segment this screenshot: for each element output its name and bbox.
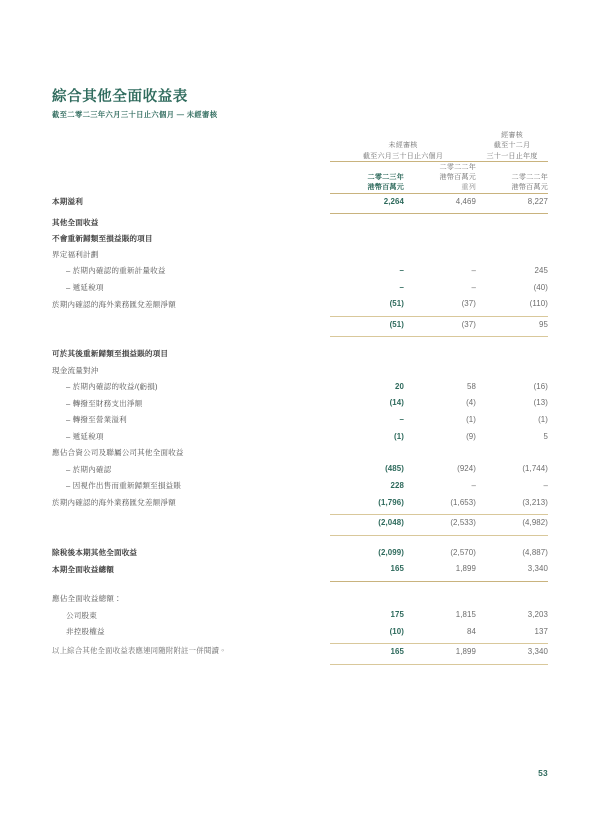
row-label: 應佔合資公司及聯屬公司其他全面收益 [52,448,184,458]
row-label [52,317,330,334]
row-label: 界定福利計劃 [52,249,99,259]
table-row [52,362,548,378]
row-value-col3: – [543,480,549,490]
table-group-header-row [52,130,548,161]
row-value-col1: (51) [389,319,404,329]
page-subtitle: 截至二零二三年六月三十日止六個月 — 未經審核 [52,110,218,120]
row-value-col3: 3,340 [527,564,549,574]
row-value-col2 [404,445,476,461]
row-label [52,515,330,532]
row-value-col2 [404,214,476,230]
row-label: 本期全面收益總額 [52,564,114,574]
row-value-col3: 95 [539,319,549,329]
table-row [52,214,548,230]
row-value-col1: (1,796) [378,497,404,507]
row-value-col1: (2,099) [378,547,404,557]
row-value-col2: 1,815 [455,610,477,620]
row-value-col3 [476,362,548,378]
row-value-col1 [330,230,404,246]
table-header [52,130,548,194]
table-row [52,263,548,280]
table-row [52,230,548,246]
row-value-col1 [330,214,404,230]
page-number: 53 [538,768,548,778]
row-label: – 遞延稅項 [66,283,104,293]
row-value-col1: (1) [394,431,404,441]
row-value-col3 [476,214,548,230]
table-row [52,279,548,296]
row-value-col1: – [399,282,404,292]
row-value-col3: 3,203 [527,610,549,620]
row-value-col3: (4,887) [522,547,549,557]
row-label: – 轉撥至財務支出淨額 [66,398,143,408]
row-value-col1: 175 [390,610,404,620]
row-spacer-cell [52,536,548,545]
table-row [52,515,548,532]
row-rule-blank [52,661,330,665]
row-value-col2 [404,346,476,362]
row-value-col1 [330,247,404,263]
row-value-col2: (1,653) [450,497,477,507]
row-value-col3 [476,591,548,607]
row-value-col2 [404,230,476,246]
row-label: – 於期內確認的重新計量收益 [66,266,166,276]
row-value-col3: 8,227 [527,196,549,206]
row-value-col2: 1,899 [455,564,477,574]
row-value-col1: (10) [389,626,404,636]
row-label: 現金流量對沖 [52,365,99,375]
row-value-col2: – [471,282,477,292]
row-label: 除稅後本期其他全面收益 [52,548,138,558]
table-row [52,561,548,578]
group-header-unaudited: 未經審核 截至六月三十日止六個月 [362,141,444,160]
table-row [52,247,548,263]
table-row [52,194,548,211]
row-label: 不會重新歸類至損益賬的項目 [52,233,153,243]
row-value-col2: (2,533) [450,518,477,528]
row-spacer-cell [52,337,548,346]
row-value-col2: – [471,265,477,275]
row-label: – 於期內確認 [66,464,112,474]
table-row [52,379,548,396]
row-value-col3: (4,982) [522,518,549,528]
financial-statement-table-wrapper [52,130,548,665]
row-value-col2: (2,570) [450,547,477,557]
row-value-col1 [330,362,404,378]
row-value-col1: 20 [395,381,404,391]
group-header-audited: 經審核 截至十二月 三十一日止年度 [486,131,538,160]
row-value-col3: (40) [533,282,549,292]
column-header-2022-restated: 二零二二年 港幣百萬元 重列 [439,162,477,192]
row-label: 其他全面收益 [52,217,99,227]
row-label: 應佔全面收益總額： [52,594,122,604]
row-value-col3: (110) [529,299,549,309]
table-row [52,395,548,412]
group-header-blank [52,130,330,161]
row-value-col1: (14) [389,398,404,408]
row-spacer [52,337,548,346]
financial-statement-table [52,130,548,665]
table-row [52,545,548,562]
row-value-col2: (37) [461,299,477,309]
row-value-col3: 3,340 [527,647,549,657]
table-row [52,591,548,607]
row-value-col2: – [471,480,477,490]
row-value-col1: 165 [390,564,404,574]
row-value-col3: 245 [534,265,549,275]
row-value-col2: (924) [457,464,477,474]
row-value-col1: 228 [390,480,404,490]
table-row [52,478,548,495]
column-header-blank [52,162,330,193]
row-label: – 於期內確認的收益/(虧損) [66,382,158,392]
row-label: – 因視作出售而重新歸類至損益賬 [66,481,182,491]
row-value-col3: (1,744) [522,464,549,474]
row-value-col3: (1) [538,414,549,424]
row-label: 於期內確認的海外業務匯兌差額淨額 [52,498,176,508]
page-title: 綜合其他全面收益表 [52,89,188,105]
row-value-col2: (1) [466,414,477,424]
row-value-col3: (16) [533,381,549,391]
row-label: 可於其後重新歸類至損益賬的項目 [52,349,169,359]
table-row [52,607,548,624]
table-column-header-row [52,162,548,193]
row-label: 公司股東 [66,610,97,620]
row-value-col1: (2,048) [378,518,404,528]
row-value-col3 [476,247,548,263]
row-value-col2: (9) [466,431,477,441]
row-value-col2: 1,899 [455,647,477,657]
table-body [52,194,548,665]
row-value-col3 [476,445,548,461]
row-value-col2: (4) [466,398,477,408]
row-spacer-cell [52,582,548,591]
document-heading [52,88,552,120]
row-value-col1: (485) [385,464,404,474]
row-label: – 遞延稅項 [66,432,104,442]
row-label: – 轉撥至營業溢利 [66,415,127,425]
row-value-col2 [404,362,476,378]
column-header-2022-annual: 二零二二年 港幣百萬元 [511,173,549,192]
row-value-col3: (3,213) [522,497,549,507]
table-row [52,317,548,334]
table-row [52,494,548,511]
row-value-col3 [476,346,548,362]
row-rule [52,661,548,665]
row-value-col2 [404,591,476,607]
row-value-col1: 2,264 [383,196,404,206]
row-value-col1: – [399,265,404,275]
row-rule-bar [330,661,548,665]
table-row [52,412,548,429]
row-label: 非控股權益 [66,627,105,637]
table-row [52,296,548,313]
column-header-2023: 二零二三年 港幣百萬元 [367,173,404,192]
row-value-col1 [330,346,404,362]
row-value-col2: 84 [467,626,477,636]
row-value-col2: (37) [461,319,477,329]
row-spacer [52,536,548,545]
row-value-col2: 58 [467,381,477,391]
table-row [52,346,548,362]
statement-footnote: 以上綜合其他全面收益表應連同隨附附註一併閱讀。 [52,646,227,655]
row-value-col1 [330,591,404,607]
row-label: 於期內確認的海外業務匯兌差額淨額 [52,299,176,309]
table-row [52,461,548,478]
table-row [52,624,548,641]
table-row [52,445,548,461]
table-row [52,428,548,445]
row-value-col2: 4,469 [455,196,477,206]
row-value-col1: – [399,414,404,424]
row-value-col3 [476,230,548,246]
row-value-col3: (13) [533,398,549,408]
row-value-col3: 137 [534,626,549,636]
row-value-col2 [404,247,476,263]
row-value-col1: 165 [390,647,404,657]
row-value-col3: 5 [543,431,549,441]
row-label: 本期溢利 [52,197,83,207]
row-spacer [52,582,548,591]
row-value-col1 [330,445,404,461]
row-value-col1: (51) [389,299,404,309]
